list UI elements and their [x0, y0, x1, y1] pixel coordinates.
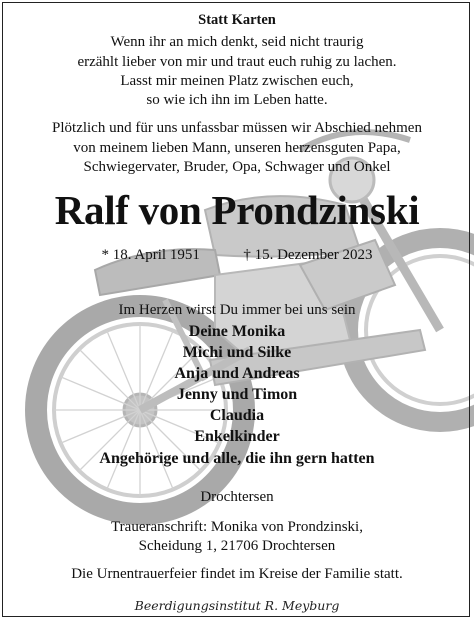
address-line: Traueranschrift: Monika von Prondzinski,: [111, 519, 363, 535]
heading: Statt Karten: [198, 12, 276, 28]
place: Drochtersen: [200, 489, 274, 505]
death-date: † 15. Dezember 2023: [243, 247, 373, 263]
mourner: Jenny und Timon: [176, 386, 298, 403]
funeral-home: Beerdigungsinstitut R. Meyburg: [134, 598, 340, 613]
verse-line: Lasst mir meinen Platz zwischen euch,: [120, 73, 354, 89]
mourner: Anja und Andreas: [174, 365, 300, 382]
hearts-line: Im Herzen wirst Du immer bei uns sein: [118, 302, 356, 318]
mourner: Claudia: [209, 407, 265, 424]
mourner: Enkelkinder: [194, 428, 280, 445]
verse-line: so wie ich ihn im Leben hatte.: [146, 92, 328, 108]
verse-line: Wenn ihr an mich denkt, seid nicht traurig: [110, 34, 364, 50]
mourner: Angehörige und alle, die ihn gern hatten: [99, 450, 375, 467]
deceased-name: Ralf von Prondzinski: [54, 187, 420, 233]
birth-date: * 18. April 1951: [101, 247, 200, 263]
mourner: Michi und Silke: [182, 344, 292, 361]
announcement-line: Plötzlich und für uns unfassbar müssen wir Abschied nehmen: [52, 120, 422, 136]
announcement-line: Schwiegervater, Bruder, Opa, Schwager und Onkel: [83, 159, 391, 175]
announcement-line: von meinem lieben Mann, unseren herzensguten Papa,: [73, 140, 401, 156]
ceremony-note: Die Urnentrauerfeier findet im Kreise der Familie statt.: [71, 566, 403, 582]
mourner: Deine Monika: [188, 323, 286, 340]
address-line: Scheidung 1, 21706 Drochtersen: [138, 538, 336, 554]
verse-line: erzählt lieber von mir und traut euch ruhig zu lachen.: [77, 54, 397, 70]
life-dates: [0, 247, 474, 264]
